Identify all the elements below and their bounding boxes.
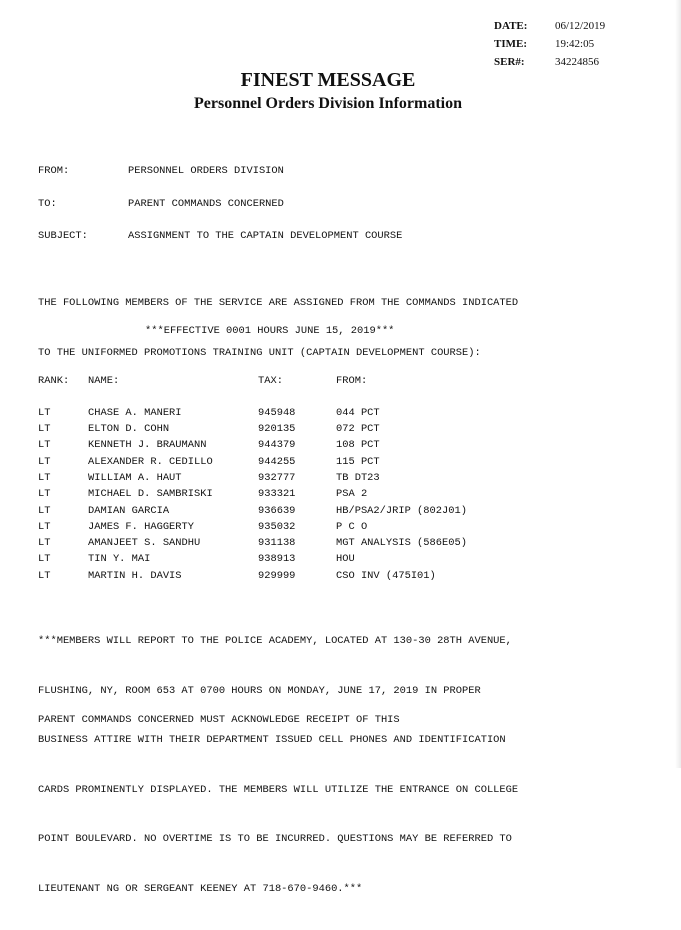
from-cell: 072 PCT [336, 423, 380, 435]
from-cell: P C O [336, 521, 368, 533]
tax-cell: 920135 [258, 423, 296, 435]
name-cell: DAMIAN GARCIA [88, 505, 170, 517]
tax-header: TAX: [258, 375, 283, 387]
rank-cell: LT [38, 537, 51, 549]
from-value: PERSONNEL ORDERS DIVISION [128, 165, 284, 177]
name-cell: KENNETH J. BRAUMANN [88, 439, 207, 451]
date-value: 06/12/2019 [555, 20, 606, 32]
notice-line: CARDS PROMINENTLY DISPLAYED. THE MEMBERS WILL UTILIZE THE ENTRANCE ON COLLEGE [38, 783, 519, 796]
intro-line: TO THE UNIFORMED PROMOTIONS TRAINING UNIT (CAPTAIN DEVELOPMENT COURSE): [38, 346, 481, 359]
closing-line: PARENT COMMANDS CONCERNED MUST ACKNOWLEDGE RECEIPT OF THIS [38, 714, 400, 726]
rank-header: RANK: [38, 375, 70, 387]
time-label: TIME: [494, 38, 527, 50]
page-edge [675, 0, 681, 768]
rank-cell: LT [38, 456, 51, 468]
tax-cell: 944255 [258, 456, 296, 468]
tax-cell: 932777 [258, 472, 296, 484]
from-cell: 108 PCT [336, 439, 380, 451]
intro-line: THE FOLLOWING MEMBERS OF THE SERVICE ARE ASSIGNED FROM THE COMMANDS INDICATED [38, 297, 519, 309]
tax-cell: 935032 [258, 521, 296, 533]
rank-cell: LT [38, 407, 51, 419]
from-cell: TB DT23 [336, 472, 380, 484]
rank-cell: LT [38, 570, 51, 582]
tax-cell: 931138 [258, 537, 296, 549]
to-value: PARENT COMMANDS CONCERNED [128, 198, 284, 210]
notice-paragraph [38, 600, 518, 930]
notice-line: POINT BOULEVARD. NO OVERTIME IS TO BE INCURRED. QUESTIONS MAY BE REFERRED TO [38, 833, 512, 845]
rank-cell: LT [38, 488, 51, 500]
name-cell: CHASE A. MANERI [88, 407, 182, 419]
name-cell: WILLIAM A. HAUT [88, 472, 182, 484]
subject-label: SUBJECT: [38, 230, 88, 242]
from-label: FROM: [38, 165, 70, 177]
subject-value: ASSIGNMENT TO THE CAPTAIN DEVELOPMENT COURSE [128, 230, 403, 242]
date-label: DATE: [494, 20, 528, 32]
name-cell: MICHAEL D. SAMBRISKI [88, 488, 213, 500]
rank-cell: LT [38, 505, 51, 517]
rank-cell: LT [38, 439, 51, 451]
notice-line: BUSINESS ATTIRE WITH THEIR DEPARTMENT ISSUED CELL PHONES AND IDENTIFICATION [38, 734, 506, 746]
name-cell: TIN Y. MAI [88, 553, 151, 565]
document-title: FINEST MESSAGE [240, 69, 416, 91]
rank-cell: LT [38, 423, 51, 435]
notice-line: ***MEMBERS WILL REPORT TO THE POLICE ACADEMY, LOCATED AT 130-30 28TH AVENUE, [38, 635, 512, 647]
name-cell: ALEXANDER R. CEDILLO [88, 456, 213, 468]
serial-label: SER#: [494, 56, 525, 68]
name-cell: ELTON D. COHN [88, 423, 170, 435]
name-header: NAME: [88, 375, 120, 387]
time-row [494, 35, 605, 53]
rank-cell: LT [38, 553, 51, 565]
from-cell: MGT ANALYSIS (586E05) [336, 537, 467, 549]
serial-value: 34224856 [555, 56, 599, 68]
name-cell: AMANJEET S. SANDHU [88, 537, 201, 549]
rank-cell: LT [38, 472, 51, 484]
document-subtitle: Personnel Orders Division Information [194, 95, 462, 112]
tax-cell: 933321 [258, 488, 296, 500]
effective-line: ***EFFECTIVE 0001 HOURS JUNE 15, 2019*** [145, 325, 395, 337]
tax-cell: 936639 [258, 505, 296, 517]
from-cell: 044 PCT [336, 407, 380, 419]
from-header: FROM: [336, 375, 368, 387]
to-label: TO: [38, 198, 57, 210]
tax-cell: 944379 [258, 439, 296, 451]
notice-line: FLUSHING, NY, ROOM 653 AT 0700 HOURS ON MONDAY, JUNE 17, 2019 IN PROPER [38, 684, 481, 697]
tax-cell: 938913 [258, 553, 296, 565]
tax-cell: 945948 [258, 407, 296, 419]
from-cell: HB/PSA2/JRIP (802J01) [336, 505, 467, 517]
tax-cell: 929999 [258, 570, 296, 582]
time-value: 19:42:05 [555, 38, 595, 50]
name-cell: JAMES F. HAGGERTY [88, 521, 195, 533]
rank-cell: LT [38, 521, 51, 533]
date-row [494, 17, 605, 35]
from-cell: HOU [336, 553, 355, 565]
from-cell: CSO INV (475I01) [336, 570, 436, 582]
from-cell: 115 PCT [336, 456, 380, 468]
name-cell: MARTIN H. DAVIS [88, 570, 182, 582]
message-metadata [494, 17, 605, 71]
notice-line: LIEUTENANT NG OR SERGEANT KEENEY AT 718-670-9460.*** [38, 882, 363, 895]
from-cell: PSA 2 [336, 488, 368, 500]
